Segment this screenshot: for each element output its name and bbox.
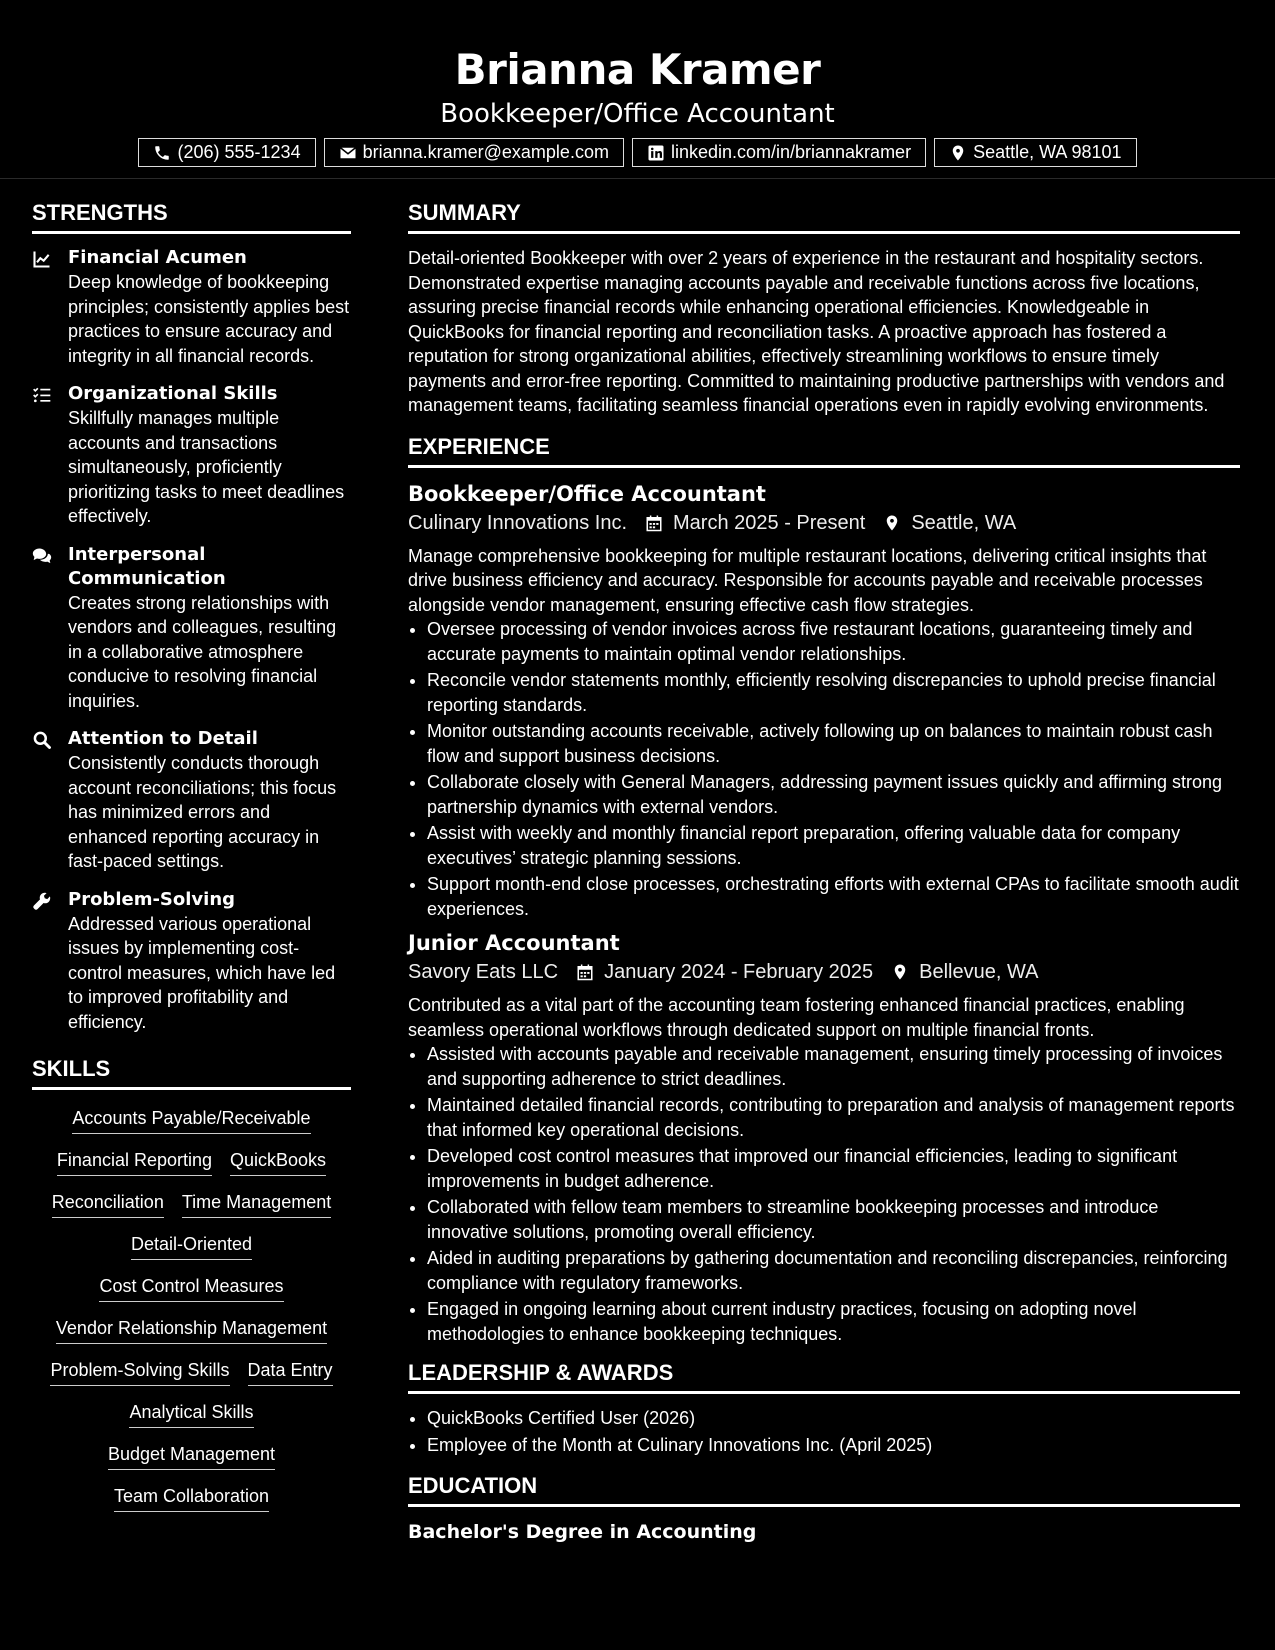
skill-tag: Data Entry [248,1358,333,1386]
linkedin-icon [647,144,665,162]
skill-tag: Team Collaboration [114,1484,269,1512]
awards-heading: LEADERSHIP & AWARDS [408,1360,1240,1394]
experience-heading: EXPERIENCE [408,434,1240,468]
search-icon [32,730,52,750]
job-meta [408,508,1240,538]
job-title: Junior Accountant [408,931,620,955]
skills-heading: SKILLS [32,1056,351,1090]
job-description: Manage comprehensive bookkeeping for multiple restaurant locations, delivering critical insights that drive business efficiency and accuracy. Responsible for accounts payable and receivable processes alongside vendor management, ensuring effective cash flow strategies. [408,545,1207,615]
job-entry [408,929,1240,1346]
job-location: Seattle, WA [911,511,1017,534]
strength-item [32,727,351,874]
education-degree: Bachelor's Degree in Accounting [408,1521,757,1543]
list-item: • Reconcile vendor statements monthly, efficiently resolving discrepancies to uphold precise financial reporting standards. [427,668,1240,717]
contact-location-text: Seattle, WA 98101 [973,142,1122,162]
job-dates: March 2025 - Present [673,511,866,534]
list-item: • Maintained detailed financial records, contributing to preparation and analysis of management reports that informed key operational decisions. [427,1093,1240,1142]
strength-title: Interpersonal Communication [68,543,226,589]
job-company: Savory Eats LLC [408,961,559,983]
skill-tag: Budget Management [108,1442,275,1470]
strength-title: Problem-Solving [68,888,236,910]
strength-desc: Deep knowledge of bookkeeping principles; consistently applies best practices to ensure accuracy and integrity in all financial records. [68,272,350,366]
contact-phone-text: (206) 555-1234 [177,142,301,162]
contact-phone[interactable] [138,138,315,167]
calendar-icon [645,514,663,532]
left-column [32,200,351,1526]
chart-line-icon [32,249,52,269]
job-dates: January 2024 - February 2025 [604,961,874,983]
strength-desc: Skillfully manages multiple accounts and transactions simultaneously, proficiently prioritizing tasks to meet deadlines effectively. [68,408,345,526]
job-company: Culinary Innovations Inc. [408,511,628,534]
summary-heading: SUMMARY [408,200,1240,234]
job-bullets [408,617,1240,921]
list-item: • Developed cost control measures that improved our financial efficiencies, leading to significant improvements in budget adherence. [427,1144,1240,1193]
resume-header [0,0,1275,167]
job-description: Contributed as a vital part of the accounting team fostering enhanced financial practices, enabling seamless operational workflows through dedicated support on multiple financial fronts. [408,995,1185,1040]
strength-item [32,543,351,714]
contact-bar [0,138,1275,167]
contact-linkedin-text: linkedin.com/in/briannakramer [670,142,912,162]
skill-tag: Reconciliation [52,1190,164,1218]
list-item: • Aided in auditing preparations by gathering documentation and reconciling discrepancies, reinforcing compliance with regulatory frameworks. [427,1246,1240,1295]
candidate-title: Bookkeeper/Office Accountant [440,99,835,129]
skill-tag: Accounts Payable/Receivable [72,1106,310,1134]
job-title: Bookkeeper/Office Accountant [408,481,766,506]
map-pin-icon [949,144,967,162]
job-location: Bellevue, WA [919,961,1039,983]
contact-linkedin[interactable] [632,138,926,167]
education-heading: EDUCATION [408,1473,1240,1507]
list-item: • Assisted with accounts payable and receivable management, ensuring timely processing of invoices and supporting adherence to strict deadlines. [427,1042,1240,1091]
job-meta [408,957,1240,987]
skill-tag: Financial Reporting [57,1148,212,1176]
phone-icon [153,144,171,162]
list-item: • Assist with weekly and monthly financial report preparation, offering valuable data for company executives’ strategic planning sessions. [427,821,1240,870]
strength-title: Attention to Detail [68,728,258,749]
summary-text: Detail-oriented Bookkeeper with over 2 years of experience in the restaurant and hospitality sectors. Demonstrated expertise managing accounts payable and receivable functions across five locations, assuring precise financial records while enhancing operational efficiencies. Knowledgeable in QuickBooks for financial reporting and reconciliation tasks. A proactive approach has fostered a reputation for strong organizational abilities, effectively streamlining workflows to ensure timely payments and error-free reporting. Committed to maintaining productive partnerships with vendors and management teams, facilitating seamless financial operations even in rapidly evolving environments. [408,248,1225,415]
list-item: • Collaborated with fellow team members to streamline bookkeeping processes and introduce innovative solutions, promoting overall efficiency. [427,1195,1240,1244]
list-item: • QuickBooks Certified User (2026) [427,1406,1240,1431]
job-entry [408,480,1240,922]
wrench-icon [32,891,52,911]
contact-location[interactable] [934,138,1136,167]
skill-tag: Problem-Solving Skills [50,1358,229,1386]
list-item: • Support month-end close processes, orchestrating efforts with external CPAs to facilitate smooth audit experiences. [427,872,1240,921]
skill-tag: Detail-Oriented [131,1232,252,1260]
calendar-icon [576,963,594,981]
contact-email-text: brianna.kramer@example.com [362,142,609,162]
list-item: • Oversee processing of vendor invoices across five restaurant locations, guaranteeing timely and accurate payments to maintain optimal vendor relationships. [427,617,1240,666]
strength-item [32,382,351,529]
strength-item [32,888,351,1035]
awards-list [408,1406,1240,1457]
list-item: • Collaborate closely with General Managers, addressing payment issues quickly and affirming strong partnership dynamics with external vendors. [427,770,1240,819]
header-divider [0,178,1275,179]
strengths-heading: STRENGTHS [32,200,351,234]
skill-tag: Time Management [182,1190,331,1218]
list-item: • Monitor outstanding accounts receivable, actively following up on balances to maintain robust cash flow and support business decisions. [427,719,1240,768]
map-pin-icon [883,514,901,532]
job-bullets [408,1042,1240,1346]
comments-icon [32,546,52,566]
skills-list [32,1102,351,1512]
strength-title: Organizational Skills [68,383,278,404]
list-item: • Employee of the Month at Culinary Innovations Inc. (April 2025) [427,1433,1240,1458]
candidate-name: Brianna Kramer [454,45,821,94]
strength-desc: Addressed various operational issues by implementing cost-control measures, which have led to improved profitability and efficiency. [68,913,336,1032]
list-item: • Engaged in ongoing learning about current industry practices, focusing on adopting novel methodologies to enhance bookkeeping techniques. [427,1297,1240,1346]
strength-desc: Consistently conducts thorough account reconciliations; this focus has minimized errors and enhanced reporting accuracy in fast-paced settings. [68,753,337,871]
skill-tag: Cost Control Measures [99,1274,283,1302]
right-column [408,200,1240,1545]
strength-title: Financial Acumen [68,247,247,268]
strength-item [32,246,351,368]
skill-tag: Analytical Skills [129,1400,253,1428]
list-check-icon [32,385,52,405]
contact-email[interactable] [324,138,624,167]
envelope-icon [339,144,357,162]
map-pin-icon [891,963,909,981]
strength-desc: Creates strong relationships with vendors and colleagues, resulting in a collaborative atmosphere conducive to resolving financial inquiries. [68,592,337,711]
skill-tag: Vendor Relationship Management [56,1316,327,1344]
skill-tag: QuickBooks [230,1148,326,1176]
